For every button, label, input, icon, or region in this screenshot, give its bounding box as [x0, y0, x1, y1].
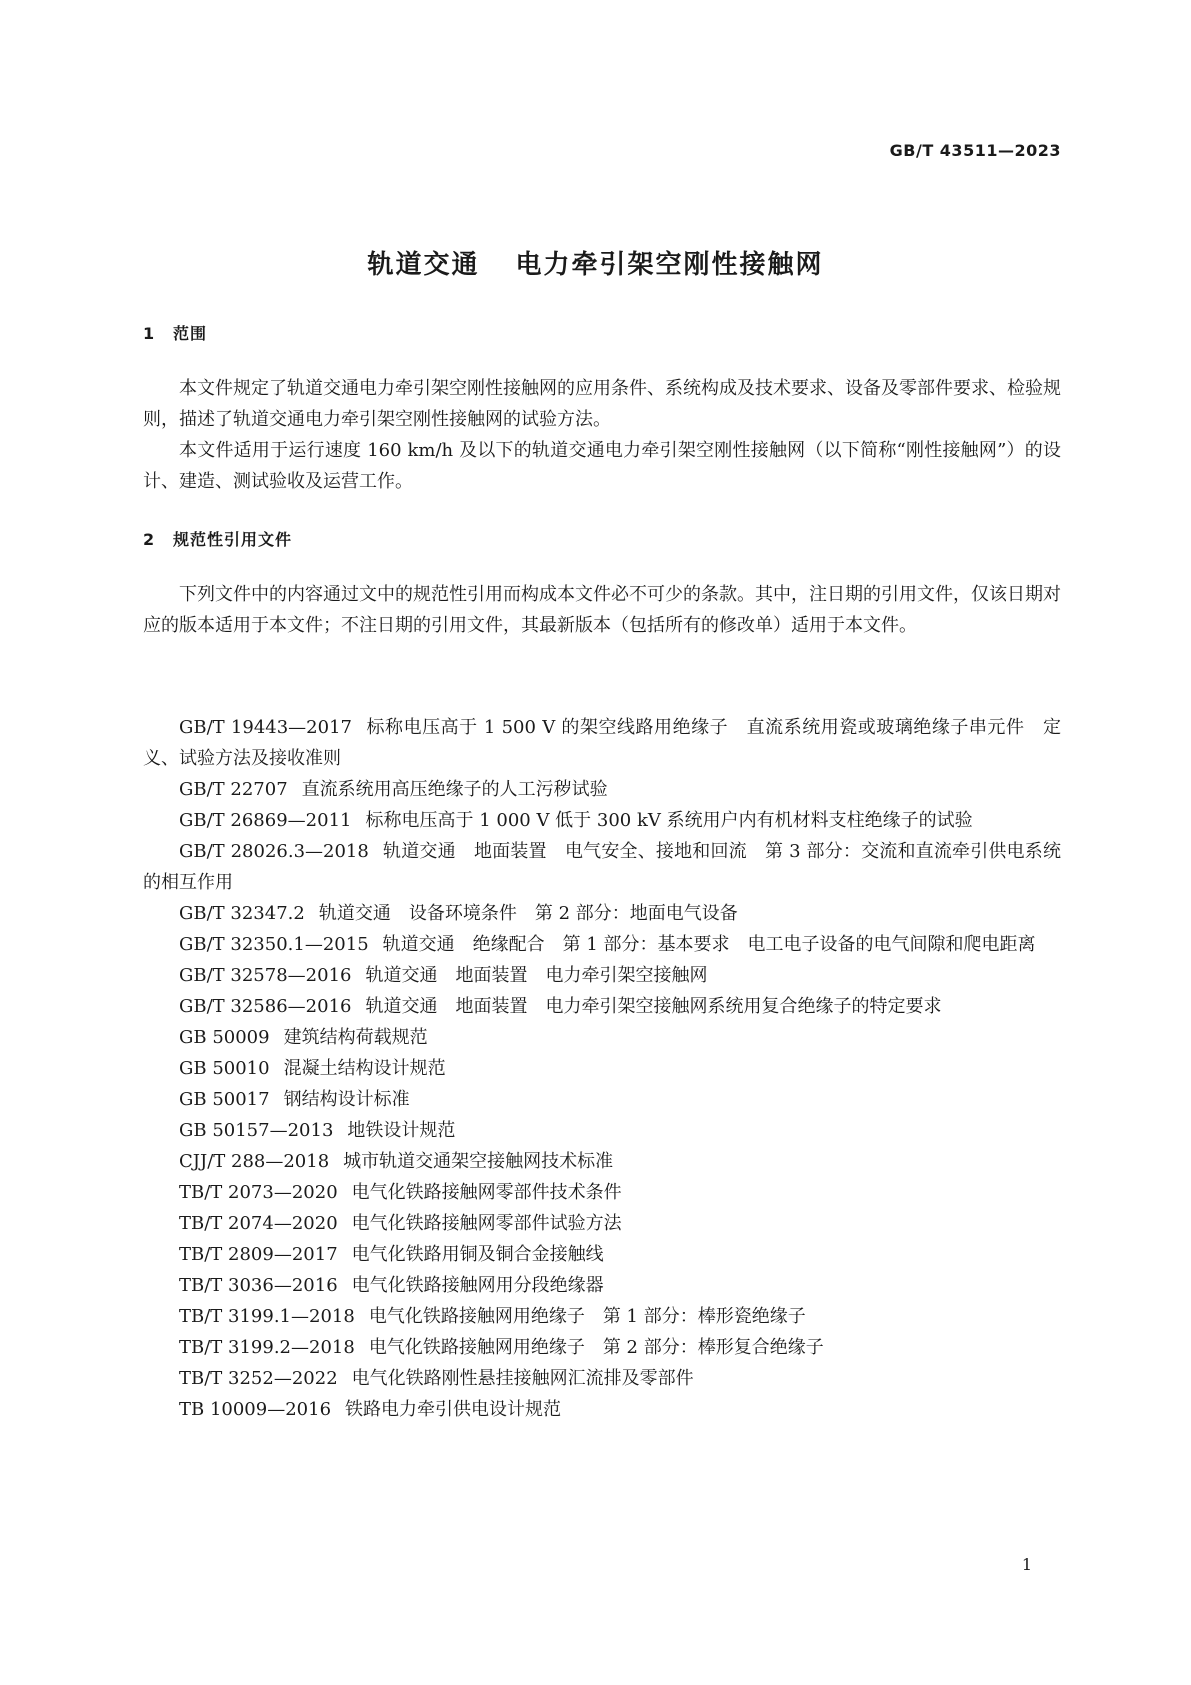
reference-title: 电气化铁路接触网零部件技术条件 — [351, 1182, 622, 1203]
reference-item — [143, 805, 1061, 836]
reference-item — [143, 1022, 1061, 1053]
reference-code: GB/T 32347.2 — [179, 903, 305, 924]
reference-item — [143, 1177, 1061, 1208]
reference-item — [143, 1363, 1061, 1394]
reference-title: 电气化铁路刚性悬挂接触网汇流排及零部件 — [351, 1368, 694, 1389]
reference-title: 铁路电力牵引供电设计规范 — [345, 1399, 562, 1420]
reference-item — [143, 898, 1061, 929]
reference-item — [143, 1301, 1061, 1332]
section-2-intro: 下列文件中的内容通过文中的规范性引用而构成本文件必不可少的条款。其中，注日期的引用文件，仅该日期对应的版本适用于本文件；不注日期的引用文件，其最新版本（包括所有的修改单）适用于本文件。 — [143, 584, 1061, 636]
reference-code: TB/T 3199.1—2018 — [179, 1306, 355, 1327]
reference-title: 城市轨道交通架空接触网技术标准 — [343, 1151, 614, 1172]
reference-item — [143, 929, 1061, 960]
section-2-number: 2 — [143, 530, 156, 549]
reference-code: GB 50017 — [179, 1089, 270, 1110]
reference-title: 电气化铁路接触网用绝缘子 第 1 部分：棒形瓷绝缘子 — [368, 1306, 806, 1327]
reference-title: 标称电压高于 1 000 V 低于 300 kV 系统用户内有机材料支柱绝缘子的试验 — [365, 810, 973, 831]
reference-item — [143, 836, 1061, 898]
reference-item — [143, 1146, 1061, 1177]
reference-code: GB/T 28026.3—2018 — [179, 841, 369, 862]
reference-title: 混凝土结构设计规范 — [283, 1058, 446, 1079]
reference-title: 建筑结构荷载规范 — [283, 1027, 428, 1048]
reference-title: 标称电压高于 1 500 V 的架空线路用绝缘子 直流系统用瓷或玻璃绝缘子串元件 定义、试验方法及接收准则 — [143, 717, 1061, 769]
reference-title: 电气化铁路接触网用绝缘子 第 2 部分：棒形复合绝缘子 — [368, 1337, 824, 1358]
reference-title: 轨道交通 绝缘配合 第 1 部分：基本要求 电工电子设备的电气间隙和爬电距离 — [382, 934, 1036, 955]
reference-code: GB/T 32586—2016 — [179, 996, 352, 1017]
reference-code: TB/T 2074—2020 — [179, 1213, 338, 1234]
reference-code: GB/T 32578—2016 — [179, 965, 352, 986]
reference-title: 直流系统用高压绝缘子的人工污秽试验 — [301, 779, 608, 800]
reference-item — [143, 1208, 1061, 1239]
reference-item — [143, 1053, 1061, 1084]
reference-code: GB 50010 — [179, 1058, 270, 1079]
reference-code: GB/T 26869—2011 — [179, 810, 352, 831]
reference-title: 轨道交通 地面装置 电力牵引架空接触网系统用复合绝缘子的特定要求 — [365, 996, 942, 1017]
reference-title: 钢结构设计标准 — [283, 1089, 410, 1110]
standard-number: GB/T 43511—2023 — [889, 141, 1061, 160]
page-number: 1 — [1021, 1555, 1032, 1574]
reference-code: GB 50157—2013 — [179, 1120, 334, 1141]
reference-title: 电气化铁路用铜及铜合金接触线 — [351, 1244, 604, 1265]
section-2-heading — [143, 527, 292, 550]
reference-code: TB/T 3199.2—2018 — [179, 1337, 355, 1358]
section-2-title: 规范性引用文件 — [173, 530, 293, 549]
reference-item — [143, 712, 1061, 774]
reference-code: GB/T 22707 — [179, 779, 288, 800]
section-1-paragraph-2: 本文件适用于运行速度 160 km/h 及以下的轨道交通电力牵引架空刚性接触网（以下简称“刚性接触网”）的设计、建造、测试验收及运营工作。 — [143, 440, 1061, 492]
title-part-2: 电力牵引架空刚性接触网 — [515, 250, 824, 280]
section-1-number: 1 — [143, 324, 156, 343]
reference-item — [143, 1084, 1061, 1115]
reference-code: TB/T 2809—2017 — [179, 1244, 338, 1265]
reference-code: GB 50009 — [179, 1027, 270, 1048]
reference-title: 轨道交通 设备环境条件 第 2 部分：地面电气设备 — [318, 903, 738, 924]
section-1-paragraph-1: 本文件规定了轨道交通电力牵引架空刚性接触网的应用条件、系统构成及技术要求、设备及零部件要求、检验规则，描述了轨道交通电力牵引架空刚性接触网的试验方法。 — [143, 378, 1061, 430]
reference-item — [143, 774, 1061, 805]
reference-item — [143, 1394, 1061, 1425]
reference-item — [143, 960, 1061, 991]
section-1-heading — [143, 321, 207, 344]
document-title — [0, 244, 1191, 281]
section-1-title: 范围 — [173, 324, 208, 343]
reference-code: TB 10009—2016 — [179, 1399, 332, 1420]
reference-title: 轨道交通 地面装置 电气安全、接地和回流 第 3 部分：交流和直流牵引供电系统的相互作用 — [143, 841, 1061, 893]
reference-code: TB/T 2073—2020 — [179, 1182, 338, 1203]
reference-title: 轨道交通 地面装置 电力牵引架空接触网 — [365, 965, 708, 986]
reference-item — [143, 991, 1061, 1022]
reference-code: TB/T 3036—2016 — [179, 1275, 338, 1296]
normative-references-list — [143, 712, 1061, 1425]
title-part-1: 轨道交通 — [367, 250, 480, 280]
reference-item — [143, 1332, 1061, 1363]
reference-code: TB/T 3252—2022 — [179, 1368, 338, 1389]
reference-code: GB/T 19443—2017 — [179, 717, 352, 738]
reference-item — [143, 1239, 1061, 1270]
reference-code: GB/T 32350.1—2015 — [179, 934, 369, 955]
reference-title: 电气化铁路接触网用分段绝缘器 — [351, 1275, 604, 1296]
reference-code: CJJ/T 288—2018 — [179, 1151, 330, 1172]
reference-item — [143, 1270, 1061, 1301]
reference-item — [143, 1115, 1061, 1146]
reference-title: 电气化铁路接触网零部件试验方法 — [351, 1213, 622, 1234]
reference-title: 地铁设计规范 — [347, 1120, 456, 1141]
